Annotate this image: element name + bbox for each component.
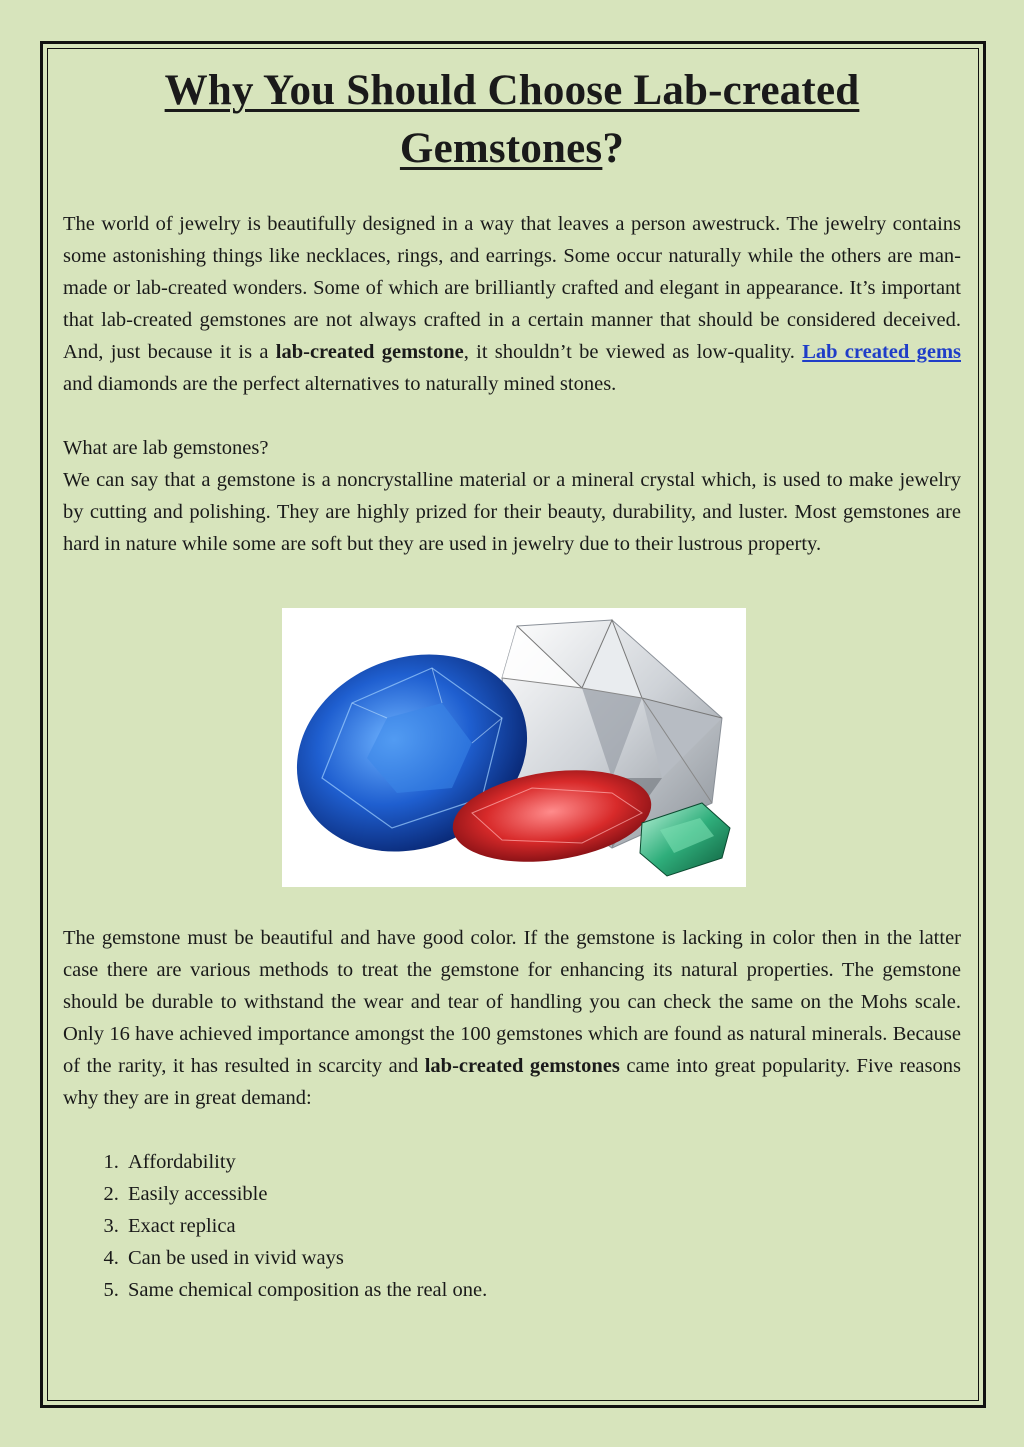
demand-text-2: came into great popularity. Five reasons why they are in great demand: bbox=[63, 1055, 961, 1109]
reasons-list bbox=[63, 1146, 961, 1306]
title-line-1: Why You Should Choose Lab-created bbox=[164, 67, 860, 114]
intro-bold-term: lab-created gemstone bbox=[275, 341, 464, 363]
intro-text-1: The world of jewelry is beautifully designed in a way that leaves a person awestruck. The jewelry contains some astonishing things like necklaces, rings, and earrings. Some occur naturally while the others are man-made or lab-created wonders. Some of which are brilliantly crafted and elegant in appearance. It’s important that lab-created gemstones are not always crafted in a certain manner that should be considered deceived. And, just because it is a bbox=[63, 213, 961, 363]
reason-item: 5. Same chemical composition as the real one. bbox=[124, 1274, 961, 1306]
paragraph-gap bbox=[63, 400, 961, 432]
reason-item: 4. Can be used in vivid ways bbox=[124, 1242, 961, 1274]
document-body bbox=[63, 62, 961, 1306]
page-title bbox=[63, 62, 961, 178]
lab-created-gems-link[interactable]: Lab created gems bbox=[802, 341, 961, 363]
reason-item: 3. Exact replica bbox=[124, 1210, 961, 1242]
intro-text-3: and diamonds are the perfect alternatives to naturally mined stones. bbox=[63, 373, 617, 395]
reason-item: 2. Easily accessible bbox=[124, 1178, 961, 1210]
reason-item: 1. Affordability bbox=[124, 1146, 961, 1178]
title-line-2: Gemstones bbox=[399, 125, 603, 172]
demand-text-1: The gemstone must be beautiful and have good color. If the gemstone is lacking in color then in the latter case there are various methods to treat the gemstone for enhancing its natural properties. The gemstone should be durable to withstand the wear and tear of handling you can check the same on the Mohs scale. Only 16 have achieved importance amongst the 100 gemstones which are found as natural minerals. Because of the rarity, it has resulted in scarcity and bbox=[63, 927, 961, 1077]
gemstones-illustration-icon bbox=[282, 608, 746, 887]
intro-paragraph bbox=[63, 208, 961, 400]
demand-paragraph bbox=[63, 922, 961, 1114]
demand-bold-term: lab-created gemstones bbox=[424, 1055, 620, 1077]
intro-text-2: , it shouldn’t be viewed as low-quality. bbox=[463, 341, 803, 363]
title-question-mark: ? bbox=[602, 125, 625, 172]
definition-paragraph: We can say that a gemstone is a noncrystalline material or a mineral crystal which, is used to make jewelry by cutting and polishing. They are highly prized for their beauty, durability, and luster. Most gemstones are hard in nature while some are soft but they are used in jewelry due to their lustrous property. bbox=[63, 469, 961, 555]
question-heading: What are lab gemstones? bbox=[63, 437, 269, 459]
gemstones-image bbox=[282, 608, 746, 887]
